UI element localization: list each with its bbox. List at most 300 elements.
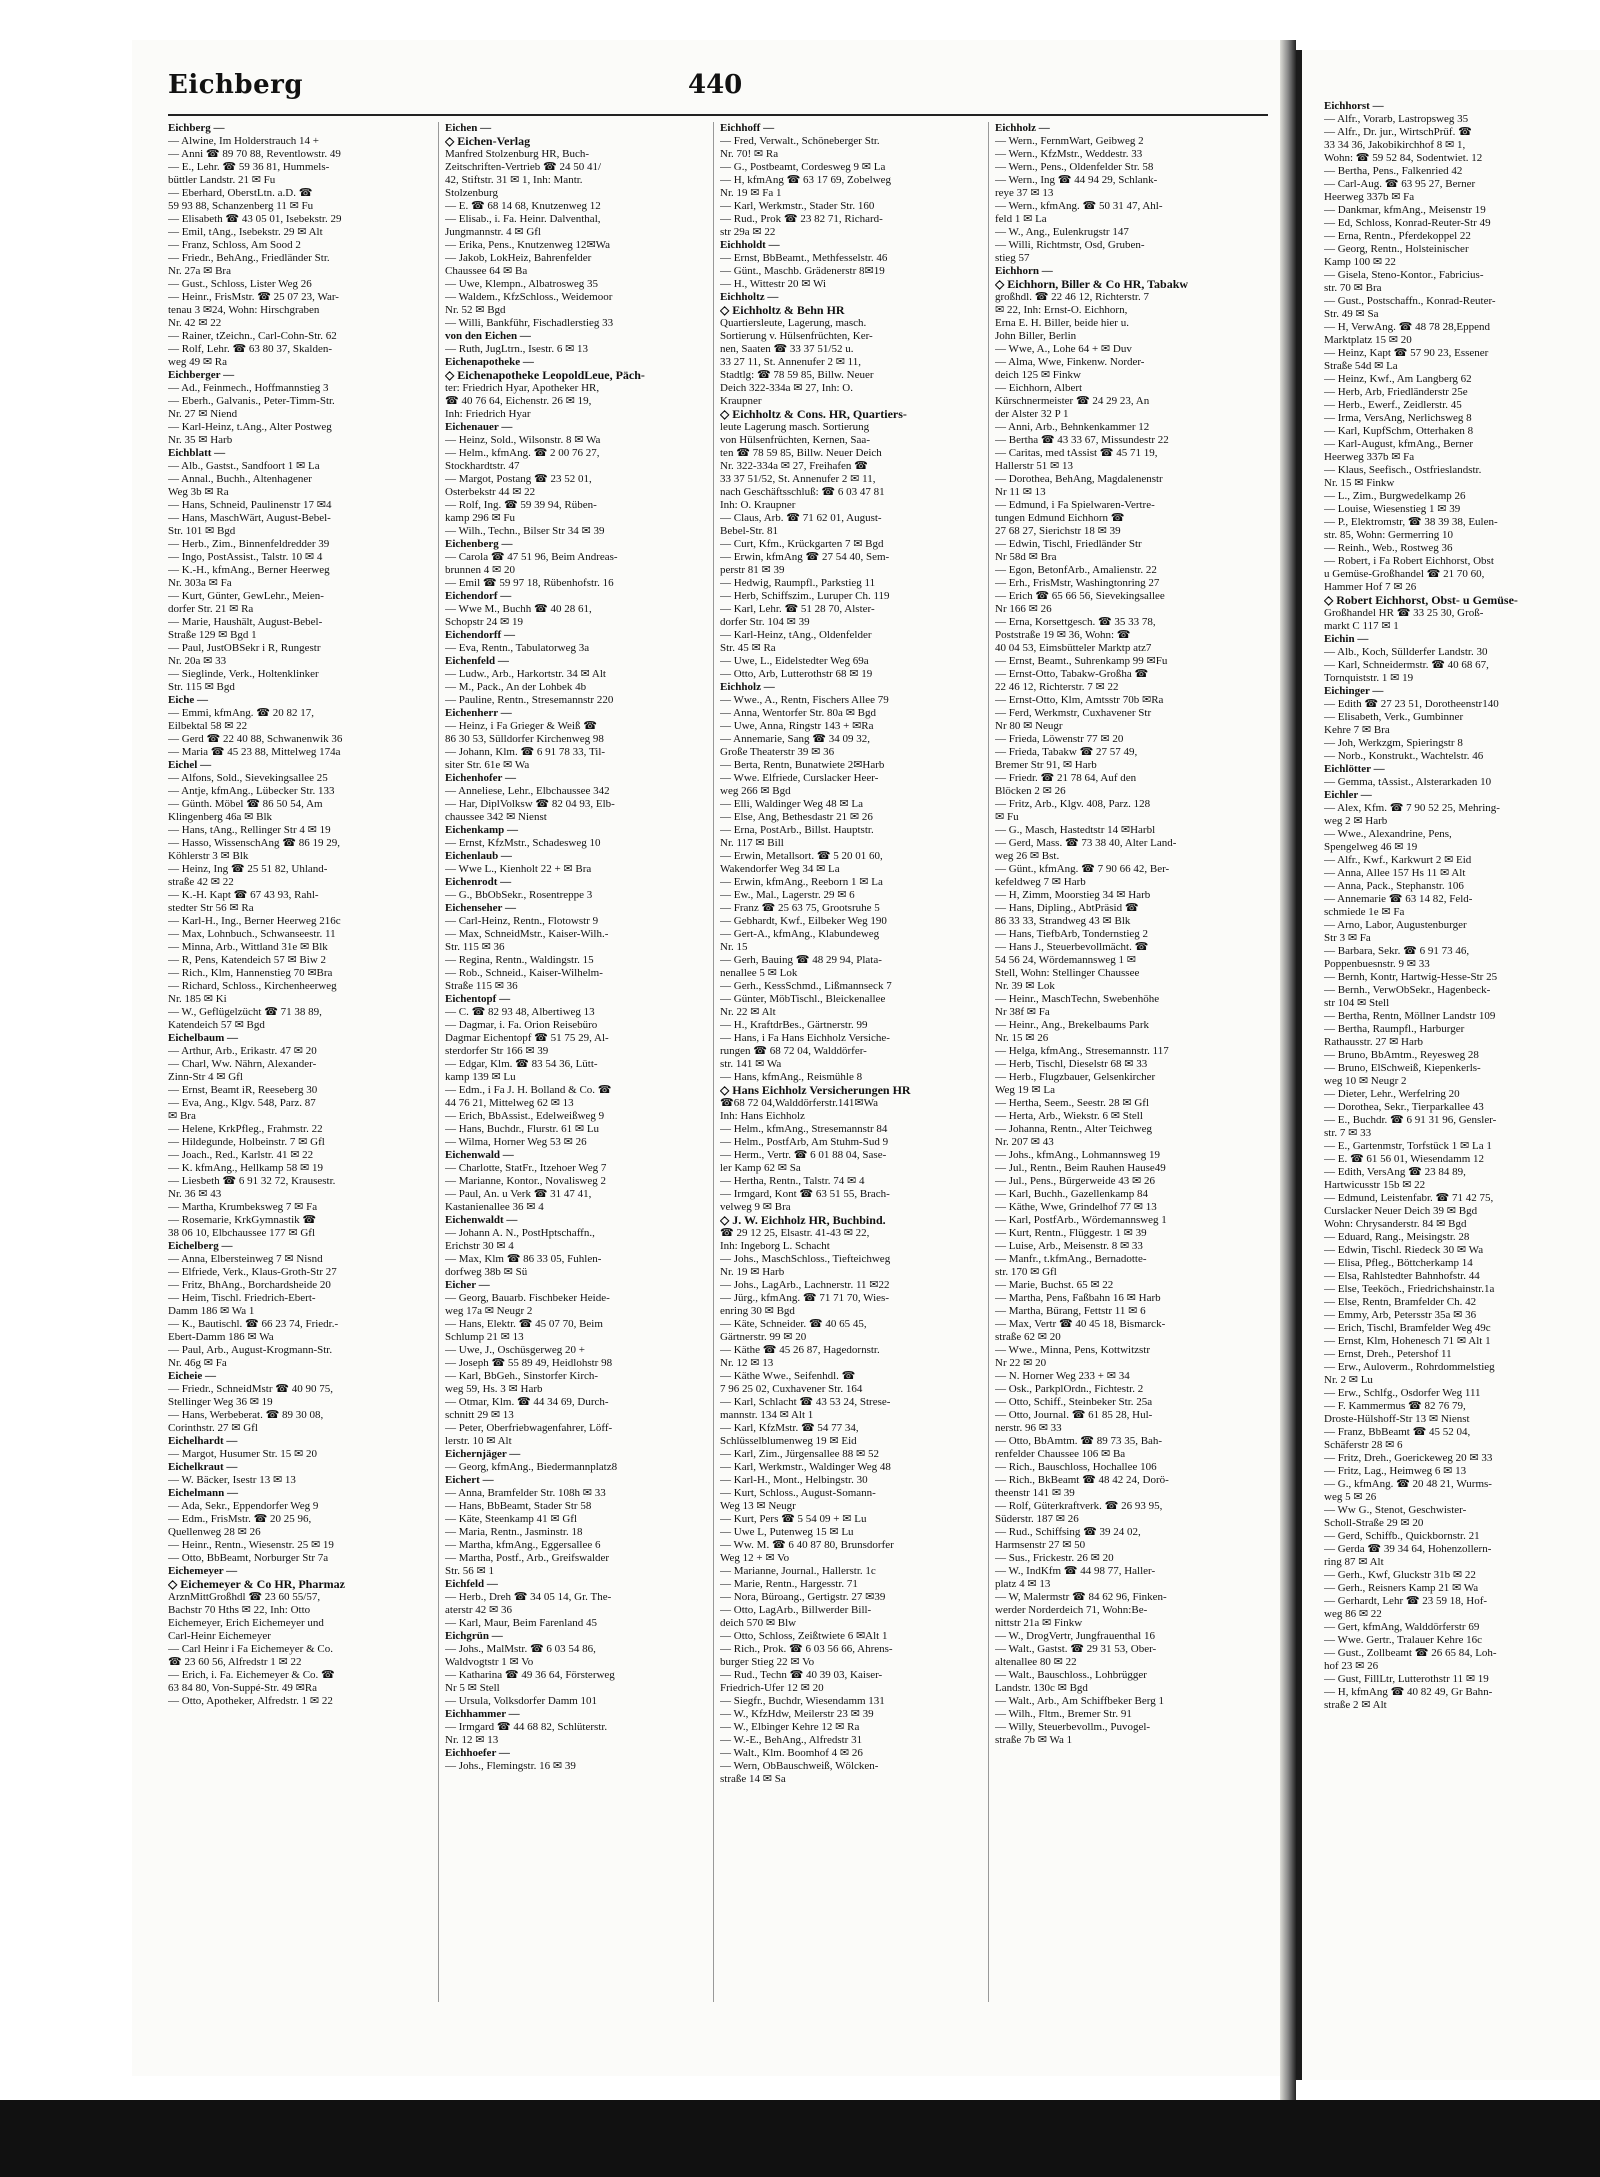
directory-entry: — Herb., Ewerf., Zeidlerstr. 45 [1324,399,1462,411]
directory-entry: — Regina, Rentn., Waldingstr. 15 [445,954,594,966]
directory-entry: Str. 115 ✉ 36 [445,941,505,953]
directory-entry: — Ernst, Klm, Hohenesch 71 ✉ Alt 1 [1324,1335,1491,1347]
directory-entry: Nr. 39 ✉ Lok [995,980,1055,992]
directory-entry: — Gust., Postschaffn., Konrad-Reuter- [1324,295,1496,307]
directory-entry: — Hans, Dipling., AbtPräsid ☎ [995,902,1139,914]
directory-entry: Ebert-Damm 186 ✉ Wa [168,1331,274,1343]
directory-entry: — Hildegunde, Holbeinstr. 7 ✉ Gfl [168,1136,325,1148]
directory-entry: — Wwe. Gertr., Tralauer Kehre 16c [1324,1634,1483,1646]
directory-entry: — Heinr., Ang., Brekelbaums Park [995,1019,1149,1031]
directory-entry: — Wern., KfzMstr., Weddestr. 33 [995,148,1143,160]
directory-entry: nach Geschäftsschluß: ☎ 6 03 47 81 [720,486,885,498]
running-head: Eichberg [168,70,304,100]
directory-entry: Eichel — [168,759,212,771]
directory-entry: ☎ 23 60 56, Alfredstr 1 ✉ 22 [168,1656,302,1668]
directory-entry: Nr. 19 ✉ Harb [720,1266,785,1278]
directory-entry: — Dagmar, i. Fa. Orion Reisebüro [445,1019,598,1031]
directory-entry: — Karl, Schneidermstr. ☎ 40 68 67, [1324,659,1489,671]
directory-entry: — Frieda, Tabakw ☎ 27 57 49, [995,746,1138,758]
directory-entry: — Johs., MalMstr. ☎ 6 03 54 86, [445,1643,596,1655]
directory-entry: Eichgrün — [445,1630,503,1642]
book-spine [1280,40,1296,2100]
directory-entry: — Curt, Kfm., Krückgarten 7 ✉ Bgd [720,538,884,550]
directory-entry: — G., kfmAng. ☎ 20 48 21, Wurms- [1324,1478,1492,1490]
directory-entry: — Annemarie, Sang ☎ 34 09 32, [720,733,870,745]
directory-entry: — Johann, Klm. ☎ 6 91 78 33, Til- [445,746,606,758]
directory-entry: — Charl, Ww. Nährn, Alexander- [168,1058,317,1070]
directory-entry: — Sus., Frickestr. 26 ✉ 20 [995,1552,1114,1564]
directory-entry: — Anneliese, Lehr., Elbchaussee 342 [445,785,610,797]
directory-entry: Kastanienallee 36 ✉ 4 [445,1201,544,1213]
directory-entry: — W., Elbinger Kehre 12 ✉ Ra [720,1721,860,1733]
directory-entry: — Emmi, kfmAng. ☎ 20 82 17, [168,707,315,719]
directory-entry: — Ada, Sekr., Eppendorfer Weg 9 [168,1500,319,1512]
directory-entry: — Margot, Husumer Str. 15 ✉ 20 [168,1448,317,1460]
directory-entry: — Franz, Schloss, Am Sood 2 [168,239,301,251]
directory-entry: — Friedr., SchneidMstr ☎ 40 90 75, [168,1383,333,1395]
directory-entry: sterdorfer Str 166 ✉ 39 [445,1045,549,1057]
directory-entry: — Otto, Arb, Lutterothstr 68 ✉ 19 [720,668,873,680]
directory-entry: — Günter, MöbTischl., Bleickenallee [720,993,886,1005]
directory-entry: weg 26 ✉ Bst. [995,850,1060,862]
directory-entry: — W. Bäcker, Isestr 13 ✉ 13 [168,1474,296,1486]
directory-entry: ☎68 72 04,Walddörferstr.141✉Wa [720,1097,879,1109]
directory-entry: Str. 49 ✉ Sa [1324,308,1379,320]
directory-entry: — Gerh., KessSchmd., Lißmannseck 7 [720,980,892,992]
directory-entry: Gärtnerstr. 99 ✉ 20 [720,1331,807,1343]
directory-entry: — Maria ☎ 45 23 88, Mittelweg 174a [168,746,341,758]
directory-entry: — Else, Rentn, Bramfelder Ch. 42 [1324,1296,1477,1308]
directory-entry: Wohn: Chrysanderstr. 84 ✉ Bgd [1324,1218,1467,1230]
directory-entry: Schlump 21 ✉ 13 [445,1331,524,1343]
directory-entry: — Alfr., Vorarb, Lastropsweg 35 [1324,113,1469,125]
directory-entry: — Ad., Feinmech., Hoffmannstieg 3 [168,382,329,394]
directory-entry: Bremer Str 91, ✉ Harb [995,759,1097,771]
directory-entry: — Hasso, WissenschAng ☎ 86 19 29, [168,837,340,849]
directory-entry: — R, Pens, Katendeich 57 ✉ Biw 2 [168,954,327,966]
directory-entry: Tornquiststr. 1 ✉ 19 [1324,672,1414,684]
directory-entry: str 104 ✉ Stell [1324,997,1390,1009]
directory-entry: — Gert, kfmAng, Walddörferstr 69 [1324,1621,1480,1633]
directory-entry: — Jul., Rentn., Beim Rauhen Hause49 [995,1162,1166,1174]
directory-entry: — Anna, Allee 157 Hs 11 ✉ Alt [1324,867,1466,879]
directory-entry: — Rich., BkBeamt ☎ 48 42 24, Dorö- [995,1474,1169,1486]
directory-entry: — Marie, Rentn., Hargesstr. 71 [720,1578,858,1590]
directory-entry: — Wilh., Techn., Bilser Str 34 ✉ 39 [445,525,605,537]
directory-entry: Eichert — [445,1474,494,1486]
directory-entry: — Joh, Werkzgm, Spieringstr 8 [1324,737,1463,749]
directory-entry: — Max, SchneidMstr., Kaiser-Wilh.- [445,928,609,940]
directory-entry: — Herm., Vertr. ☎ 6 01 88 04, Sase- [720,1149,887,1161]
directory-entry: — Hans, kfmAng., Reismühle 8 [720,1071,863,1083]
directory-entry: — Otto, Schiff., Steinbeker Str. 25a [995,1396,1153,1408]
directory-entry: — Karl-August, kfmAng., Berner [1324,438,1474,450]
directory-entry: dorfweg 38b ✉ Sü [445,1266,528,1278]
directory-entry: Quellenweg 28 ✉ 26 [168,1526,261,1538]
directory-entry: — Dorothea, Sekr., Tierparkallee 43 [1324,1101,1484,1113]
directory-entry: — Manfr., t.kfmAng., Bernadotte- [995,1253,1147,1265]
directory-entry: — Hans, Elektr. ☎ 45 07 70, Beim [445,1318,603,1330]
directory-entry: — Ernst, Dreh., Petershof 11 [1324,1348,1452,1360]
directory-entry: Hartwicusstr 15b ✉ 22 [1324,1179,1426,1191]
directory-entry: Straße 54d ✉ La [1324,360,1398,372]
directory-entry: Eichlötter — [1324,763,1385,775]
directory-entry: — Emmy, Arb, Petersstr 35a ✉ 36 [1324,1309,1477,1321]
directory-entry: — Günth. Möbel ☎ 86 50 54, Am [168,798,323,810]
directory-entry: Eichhorst — [1324,100,1384,112]
directory-entry: — Gerh, Bauing ☎ 48 29 94, Plata- [720,954,882,966]
directory-entry: — Hans, tAng., Rellinger Str 4 ✉ 19 [168,824,331,836]
directory-entry: ◇ Eichemeyer & Co HR, Pharmaz [168,1578,345,1591]
directory-entry: ◇ Eichholtz & Behn HR [720,304,845,317]
directory-entry: Eichholtz — [720,291,779,303]
directory-entry: Nr. 46g ✉ Fa [168,1357,227,1369]
directory-entry: — Irmgard, Kont ☎ 63 51 55, Brach- [720,1188,890,1200]
directory-entry: — Rolf, Lehr. ☎ 63 80 37, Skalden- [168,343,333,355]
directory-entry: — Max, Lohnbuch., Schwanseestr. 11 [168,928,336,940]
directory-entry: ◇ Eichen-Verlag [445,135,531,148]
directory-entry: — Edm., i Fa J. H. Bolland & Co. ☎ [445,1084,612,1096]
directory-entry: Str. 56 ✉ 1 [445,1565,494,1577]
directory-entry: ☎ 40 76 64, Eichenstr. 26 ✉ 19, [445,395,592,407]
directory-entry: — Eberhard, OberstLtn. a.D. ☎ [168,187,313,199]
directory-entry: — Margot, Postang ☎ 23 52 01, [445,473,592,485]
directory-entry: — Gerd ☎ 22 40 88, Schwanenwik 36 [168,733,343,745]
directory-entry: Eichenwald — [445,1149,514,1161]
directory-entry: — Gemma, tAssist., Alsterarkaden 10 [1324,776,1492,788]
directory-entry: — Gust., Zollbeamt ☎ 26 65 84, Loh- [1324,1647,1497,1659]
directory-entry: — Walt., Gastst. ☎ 29 31 53, Ober- [995,1643,1157,1655]
directory-entry: — Ludw., Arb., Harkortstr. 34 ✉ Alt [445,668,606,680]
directory-entry: Nr. 27a ✉ Bra [168,265,231,277]
directory-entry: — Otto, Schloss, Zeißtwiete 6 ✉Alt 1 [720,1630,888,1642]
directory-entry: — Georg, kfmAng., Biedermannplatz8 [445,1461,618,1473]
directory-entry: — Martha, Bürang, Fettstr 11 ✉ 6 [995,1305,1146,1317]
directory-entry: Eichernjäger — [445,1448,521,1460]
directory-entry: Eichendorf — [445,590,512,602]
directory-entry: — Erich ☎ 65 66 56, Sievekingsallee [995,590,1165,602]
directory-entry: Hammer Hof 7 ✉ 26 [1324,581,1417,593]
directory-entry: — Caritas, med tAssist ☎ 45 71 19, [995,447,1158,459]
directory-entry: — Wwe, A., Lohe 64 + ✉ Duv [995,343,1132,355]
directory-entry: — Dieter, Lehr., Werfelring 20 [1324,1088,1460,1100]
directory-entry: — N. Horner Weg 233 + ✉ 34 [995,1370,1130,1382]
directory-entry: Stockhardtstr. 47 [445,460,520,472]
directory-entry: — Jul., Pens., Bürgerweide 43 ✉ 26 [995,1175,1155,1187]
directory-entry: — Bertha, Raumpfl., Harburger [1324,1023,1465,1035]
directory-entry: — Herb., Zim., Binnenfeldredder 39 [168,538,330,550]
directory-entry: — Karl, Maur, Beim Farenland 45 [445,1617,597,1629]
directory-entry: — E., Lehr. ☎ 59 36 81, Hummels- [168,161,330,173]
directory-entry: lerstr. 10 ✉ Alt [445,1435,512,1447]
directory-entry: Eichenlaub — [445,850,512,862]
directory-entry: Eichentopf — [445,993,511,1005]
directory-entry: — Elisa, Pfleg., Böttcherkamp 14 [1324,1257,1473,1269]
directory-entry: — Carl Heinr i Fa Eichemeyer & Co. [168,1643,333,1655]
directory-entry: — G., BbObSekr., Rosentreppe 3 [445,889,593,901]
directory-entry: — Erich, BbAssist., Edelweißweg 9 [445,1110,605,1122]
directory-entry: — Erna, PostArb., Billst. Hauptstr. [720,824,874,836]
directory-entry: platz 4 ✉ 13 [995,1578,1051,1590]
directory-entry: Damm 186 ✉ Wa 1 [168,1305,255,1317]
directory-entry: 42, Stiftstr. 31 ✉ 1, Inh: Mantr. [445,174,583,186]
directory-entry: — Elisabeth, Verk., Gumbinner [1324,711,1464,723]
directory-entry: Hallerstr 51 ✉ 13 [995,460,1073,472]
directory-entry: weg 2 ✉ Harb [1324,815,1388,827]
directory-entry: — Wern., Ing ☎ 44 94 29, Schlank- [995,174,1158,186]
directory-entry: — Uwe, Anna, Ringstr 143 + ✉Ra [720,720,874,732]
directory-entry: — W., Geflügelzücht ☎ 71 38 89, [168,1006,322,1018]
directory-entry: — Martha, Pens, Faßbahn 16 ✉ Harb [995,1292,1161,1304]
directory-entry: — Bertha, Pens., Falkenried 42 [1324,165,1463,177]
directory-column-3 [713,122,980,2002]
directory-entry: ring 87 ✉ Alt [1324,1556,1384,1568]
directory-entry: — Uwe, L., Eidelstedter Weg 69a [720,655,869,667]
directory-entry: — W., DrogVertr, Jungfrauenthal 16 [995,1630,1155,1642]
directory-entry: straße 42 ✉ 22 [168,876,234,888]
directory-entry: der Alster 32 P 1 [995,408,1069,420]
directory-entry: Stadtlg: ☎ 78 59 85, Billw. Neuer [720,369,874,381]
directory-entry: — Edmund, i Fa Spielwaren-Vertre- [995,499,1155,511]
directory-entry: — Johanna, Rentn., Alter Teichweg [995,1123,1152,1135]
directory-entry: Straße 115 ✉ 36 [445,980,518,992]
directory-entry: stieg 57 [995,252,1030,264]
directory-entry: weg 266 ✉ Bgd [720,785,791,797]
directory-entry: — Edith, VersAng ☎ 23 84 89, [1324,1166,1466,1178]
directory-entry: str. 7 ✉ 33 [1324,1127,1372,1139]
directory-entry: — Johs., MaschSchloss., Tiefteichweg [720,1253,891,1265]
directory-entry: — Marianne, Kontor., Novalisweg 2 [445,1175,606,1187]
directory-entry: nenallee 5 ✉ Lok [720,967,798,979]
directory-entry: großhdl. ☎ 22 46 12, Richterstr. 7 [995,291,1149,303]
directory-entry: 22 46 12, Richterstr. 7 ✉ 22 [995,681,1119,693]
directory-entry: — Paul, An. u Verk ☎ 31 47 41, [445,1188,592,1200]
directory-entry: rungen ☎ 68 72 04, Walddörfer- [720,1045,867,1057]
directory-entry: — Dorothea, BehAng, Magdalenenstr [995,473,1163,485]
directory-entry: — Alb., Koch, Süllderfer Landstr. 30 [1324,646,1488,658]
directory-entry: weg 49 ✉ Ra [168,356,228,368]
directory-entry: Manfred Stolzenburg HR, Buch- [445,148,589,160]
directory-entry: — Hans, TiefbArb, Tondernstieg 2 [995,928,1149,940]
directory-entry: Eichholz — [720,681,775,693]
directory-entry: — Gert-A., kfmAng., Klabundeweg [720,928,880,940]
directory-entry: Eichhorn — [995,265,1053,277]
directory-entry: straße 7b ✉ Wa 1 [995,1734,1073,1746]
directory-entry: — Max, Vertr ☎ 40 45 18, Bismarck- [995,1318,1166,1330]
directory-entry: 63 84 80, Von-Suppé-Str. 49 ✉Ra [168,1682,318,1694]
directory-entry: — Edith ☎ 27 23 51, Dorotheenstr140 [1324,698,1499,710]
directory-entry: Kraupner [720,395,762,407]
directory-entry: — Herb., Flugzbauer, Gelsenkircher [995,1071,1156,1083]
directory-entry: Eichenauer — [445,421,513,433]
directory-entry: u Gemüse-Großhandel ☎ 21 70 60, [1324,568,1485,580]
directory-entry: Eichelberg — [168,1240,233,1252]
directory-entry: — Irma, VersAng, Nerlichsweg 8 [1324,412,1472,424]
directory-entry: — Erwin, kfmAng., Reeborn 1 ✉ La [720,876,883,888]
directory-entry: Erichstr 30 ✉ 4 [445,1240,514,1252]
directory-entry: — Liesbeth ☎ 6 91 32 72, Krausestr. [168,1175,336,1187]
directory-entry: — Claus, Arb. ☎ 71 62 01, August- [720,512,882,524]
directory-entry: — Max, Klm ☎ 86 33 05, Fuhlen- [445,1253,602,1265]
directory-entry: Landstr. 130c ✉ Bgd [995,1682,1088,1694]
directory-entry: Eichenherr — [445,707,512,719]
directory-entry: — Gisela, Steno-Kontor., Fabricius- [1324,269,1484,281]
directory-entry: — Karl-H., Ing., Berner Heerweg 216c [168,915,341,927]
directory-entry: — Alfons, Sold., Sievekingsallee 25 [168,772,328,784]
directory-entry: — Elli, Waldinger Weg 48 ✉ La [720,798,863,810]
directory-entry: Harmsenstr 27 ✉ 50 [995,1539,1086,1551]
directory-entry: — W., IndKfm ☎ 44 98 77, Haller- [995,1565,1156,1577]
directory-entry: perstr 81 ✉ 39 [720,564,785,576]
directory-entry: 86 33 33, Strandweg 43 ✉ Blk [995,915,1131,927]
directory-entry: — Elsa, Rahlstedter Bahnhofstr. 44 [1324,1270,1480,1282]
directory-column-2 [438,122,705,2002]
directory-entry: velweg 9 ✉ Bra [720,1201,791,1213]
directory-entry: — Gerda ☎ 39 34 64, Hohenzollern- [1324,1543,1492,1555]
directory-entry: Weg 3b ✉ Ra [168,486,229,498]
directory-entry: — Karl, PostfArb., Wördemannsweg 1 [995,1214,1167,1226]
directory-entry: Nr. 207 ✉ 43 [995,1136,1054,1148]
directory-entry: — Karl, Werkmstr., Stader Str. 160 [720,200,875,212]
directory-entry: weg 59, Hs. 3 ✉ Harb [445,1383,543,1395]
directory-entry: — Paul, Arb., August-Krogmann-Str. [168,1344,333,1356]
directory-entry: ArznMittGroßhdl ☎ 23 60 55/57, [168,1591,321,1603]
directory-entry: Erna E. H. Biller, beide hier u. [995,317,1129,329]
directory-entry: Köhlerstr 3 ✉ Blk [168,850,249,862]
directory-entry: ✉ 22, Inh: Ernst-O. Eichhorn, [995,304,1128,316]
directory-entry: — Erwin, Metallsort. ☎ 5 20 01 60, [720,850,883,862]
directory-entry: Nr. 15 [720,941,748,953]
directory-entry: ◇ Eichenapotheke LeopoldLeue, Päch- [445,369,645,382]
directory-entry: nerstr. 96 ✉ 33 [995,1422,1062,1434]
directory-entry: straße 2 ✉ Alt [1324,1699,1387,1711]
directory-entry: chaussee 342 ✉ Nienst [445,811,547,823]
directory-entry: — Elisab., i. Fa. Heinr. Dalventhal, [445,213,601,225]
directory-entry: Sortierung v. Hülsenfrüchten, Ker- [720,330,873,342]
directory-entry: — Alb., Gastst., Sandfoort 1 ✉ La [168,460,320,472]
directory-entry: Nr 5 ✉ Stell [445,1682,500,1694]
directory-entry: — W., KfzHdw, Meilerstr 23 ✉ 39 [720,1708,874,1720]
directory-entry: — Wwe L., Kienholt 22 + ✉ Bra [445,863,592,875]
directory-entry: 40 04 53, Eimsbütteler Marktp atz7 [995,642,1152,654]
directory-entry: — Otmar, Klm. ☎ 44 34 69, Durch- [445,1396,609,1408]
directory-entry: — M., Pack., An der Lohbek 4b [445,681,587,693]
directory-entry: Weg 12 + ✉ Vo [720,1552,790,1564]
directory-entry: — Gust., Schloss, Lister Weg 26 [168,278,312,290]
directory-entry: str. 70 ✉ Bra [1324,282,1382,294]
directory-entry: — Günt., Maschb. Grädenerstr 8✉19 [720,265,885,277]
directory-entry: — Hans, Buchdr., Flurstr. 61 ✉ Lu [445,1123,600,1135]
directory-entry: — Ew., Mal., Lagerstr. 29 ✉ 6 [720,889,855,901]
directory-entry: 54 56 24, Wördemannsweg 1 ✉ [995,954,1136,966]
directory-entry: Nr. 42 ✉ 22 [168,317,222,329]
directory-entry: — Charlotte, StatFr., Itzehoer Weg 7 [445,1162,607,1174]
directory-entry: — Annal., Buchh., Altenhagener [168,473,312,485]
directory-entry: — Fritz, Dreh., Goerickeweg 20 ✉ 33 [1324,1452,1493,1464]
directory-entry: 38 06 10, Elbchaussee 177 ✉ Gfl [168,1227,315,1239]
directory-entry: — Franz ☎ 25 63 75, Grootsruhe 5 [720,902,880,914]
directory-entry: — Maria, Rentn., Jasminstr. 18 [445,1526,583,1538]
directory-entry: — Helm., kfmAng., Stresemannstr 84 [720,1123,888,1135]
directory-entry: — Walt., Arb., Am Schiffbeker Berg 1 [995,1695,1164,1707]
directory-entry: kefeldweg 7 ✉ Harb [995,876,1086,888]
directory-entry: Eiche — [168,694,209,706]
directory-entry: werder Norderdeich 71, Wohn:Be- [995,1604,1148,1616]
directory-entry: — Wilma, Horner Weg 53 ✉ 26 [445,1136,587,1148]
directory-entry: — Edwin, Tischl. Riedeck 30 ✉ Wa [1324,1244,1484,1256]
directory-entry: — Gerh., Kwf, Gluckstr 31b ✉ 22 [1324,1569,1476,1581]
directory-entry: hof 23 ✉ 26 [1324,1660,1379,1672]
directory-entry: — Ernst, Beamt iR, Reeseberg 30 [168,1084,318,1096]
directory-entry: nen, Saaten ☎ 33 37 51/52 u. [720,343,854,355]
directory-entry: — Barbara, Sekr. ☎ 6 91 73 46, [1324,945,1470,957]
directory-entry: — Gerh., Reisners Kamp 21 ✉ Wa [1324,1582,1479,1594]
directory-entry: — Frieda, Löwenstr 77 ✉ 20 [995,733,1124,745]
directory-entry: Weg 13 ✉ Neugr [720,1500,796,1512]
directory-entry: — Rolf, Ing. ☎ 59 39 94, Rüben- [445,499,597,511]
directory-entry: str. 141 ✉ Wa [720,1058,782,1070]
directory-entry: — Alfr., Dr. jur., WirtschPrüf. ☎ [1324,126,1472,138]
directory-entry: — Karl, Lehr. ☎ 51 28 70, Alster- [720,603,875,615]
directory-entry: Süderstr. 187 ✉ 26 [995,1513,1079,1525]
directory-entry: Nr. 12 ✉ 13 [445,1734,499,1746]
directory-entry: — L., Zim., Burgwedelkamp 26 [1324,490,1466,502]
directory-entry: — Bruno, BbAmtm., Reyesweg 28 [1324,1049,1479,1061]
directory-entry: — Heim, Tischl. Friedrich-Ebert- [168,1292,316,1304]
directory-entry: Nr. 35 ✉ Harb [168,434,233,446]
directory-entry: — Rolf, Güterkraftverk. ☎ 26 93 95, [995,1500,1163,1512]
directory-entry: renfelder Chaussee 106 ✉ Ba [995,1448,1126,1460]
directory-entry: — Heinz, Sold., Wilsonstr. 8 ✉ Wa [445,434,601,446]
scan-border [0,2100,1600,2177]
directory-entry: ten ☎ 78 59 85, Billw. Neuer Deich [720,447,882,459]
directory-entry: Inh: Ingeborg L. Schacht [720,1240,830,1252]
directory-entry: — Antje, kfmAng., Lübecker Str. 133 [168,785,335,797]
directory-entry: — Anna, Elbersteinweg 7 ✉ Nisnd [168,1253,323,1265]
directory-entry: — Jakob, LokHeiz, Bahrenfelder [445,252,592,264]
directory-entry: Eichenfeld — [445,655,509,667]
directory-entry: — Johann A. N., PostHptschaffn., [445,1227,595,1239]
directory-entry: Eichenrodt — [445,876,512,888]
directory-entry: — Otto, BbAmtm. ☎ 89 73 35, Bah- [995,1435,1163,1447]
directory-entry: — Käthe, Wwe, Grindelhof 77 ✉ 13 [995,1201,1157,1213]
directory-entry: — Richard, Schloss., Kirchenheerweg [168,980,337,992]
directory-entry: — Anna, Wentorfer Str. 80a ✉ Bgd [720,707,876,719]
directory-entry: deich 570 ✉ Blw [720,1617,797,1629]
directory-entry: — Gust, FillLtr, Lutterothstr 11 ✉ 19 [1324,1673,1489,1685]
directory-entry: tungen Edmund Eichhorn ☎ [995,512,1125,524]
directory-entry: Eichholz — [995,122,1050,134]
directory-entry: — Hans, MaschWärt, August-Bebel- [168,512,331,524]
directory-entry: — Minna, Arb., Wittland 31e ✉ Blk [168,941,328,953]
directory-entry: str 29a ✉ 22 [720,226,776,238]
directory-entry: Eichin — [1324,633,1369,645]
directory-entry: — H, kfmAng ☎ 40 82 49, Gr Bahn- [1324,1686,1493,1698]
directory-entry: — Friedr. ☎ 21 78 64, Auf den [995,772,1137,784]
directory-entry: Eilbektal 58 ✉ 22 [168,720,248,732]
directory-entry: — Erna, Rentn., Pferdekoppel 22 [1324,230,1471,242]
directory-entry: ◇ Eichholtz & Cons. HR, Quartiers- [720,408,907,421]
directory-entry: Nr. 20a ✉ 33 [168,655,227,667]
directory-entry: — H, Zimm, Moorstieg 34 ✉ Harb [995,889,1151,901]
directory-entry: — Herb, Arb, Friedländerstr 25e [1324,386,1468,398]
directory-entry: Eichelkraut — [168,1461,238,1473]
directory-entry: brunnen 4 ✉ 20 [445,564,516,576]
directory-entry: — Else, Teeköch., Friedrichshainstr.1a [1324,1283,1495,1295]
directory-entry: — Fritz, BhAng., Borchardsheide 20 [168,1279,331,1291]
directory-entry: Bebel-Str. 81 [720,525,779,537]
directory-entry: — Carola ☎ 47 51 96, Beim Andreas- [445,551,618,563]
